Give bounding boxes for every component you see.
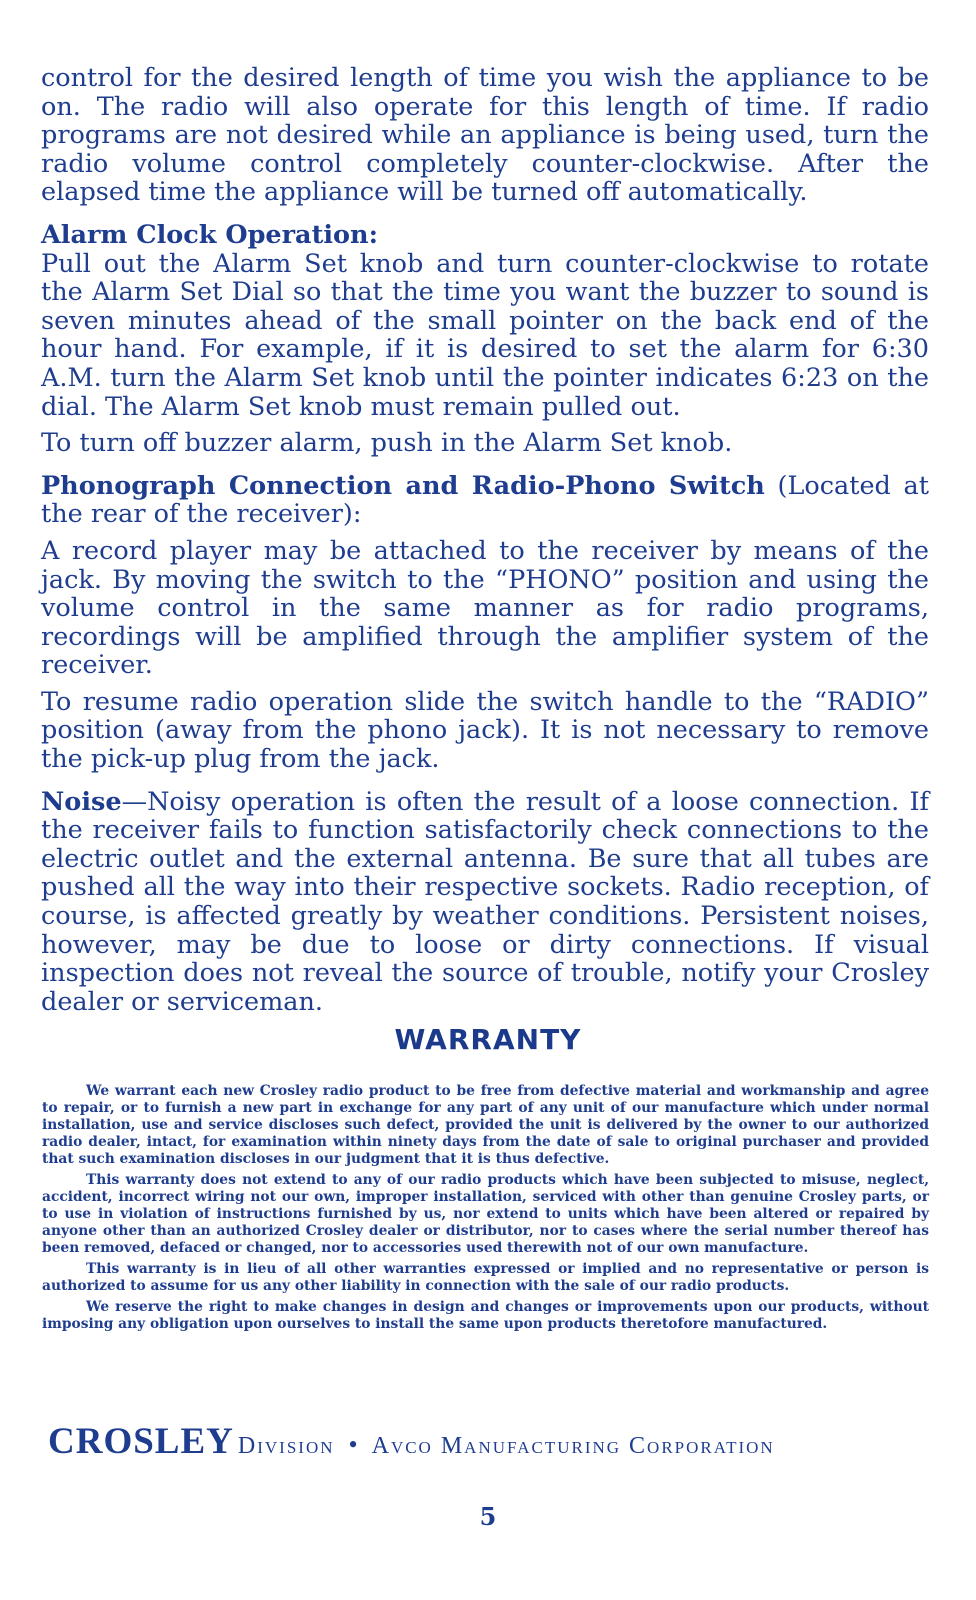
separator-dot: • bbox=[348, 1430, 358, 1459]
phono-heading-note: (Located at the rear of the receiver): bbox=[41, 470, 930, 530]
warranty-paragraph: This warranty is in lieu of all other warranties expressed or implied and no representative or person is authorized to assume for us any other liability in connection with the sale of our radio products. bbox=[42, 1261, 929, 1294]
crosley-brand: CROSLEY bbox=[48, 1421, 234, 1462]
alarm-heading: Alarm Clock Operation: bbox=[41, 219, 379, 250]
phono-paragraph: A record player may be attached to the receiver by means of the jack. By moving the switch to the “PHONO” position and using the volume control in the same manner as for radio programs, recordings will be amplified through the amplifier system of the receiver. bbox=[41, 535, 929, 681]
phono-resume-paragraph: To resume radio operation slide the switch handle to the “RADIO” position (away from the phono jack). It is not necessary to remove the pick-up plug from the jack. bbox=[41, 686, 929, 775]
intro-paragraph: control for the desired length of time you wish the appliance to be on. The radio will also operate for this length of time. If radio programs are not desired while an appliance is being used, turn the radio volume control completely counter-clockwise. After the elapsed time the appliance will be turned off automatically. bbox=[41, 63, 929, 208]
warranty-title: WARRANTY bbox=[394, 1023, 582, 1056]
alarm-paragraph: Pull out the Alarm Set knob and turn counter-clockwise to rotate the Alarm Set Dial so that the time you want the buzzer to sound is seven minutes ahead of the small pointer on the back end of the hour hand. For example, if it is desired to set the alarm for 6:30 A.M. turn the Alarm Set knob until the pointer indicates 6:23 on the dial. The Alarm Set knob must remain pulled out. bbox=[41, 248, 929, 422]
warranty-paragraph: We warrant each new Crosley radio product to be free from defective material and workmanship and agree to repair, or to furnish a new part in exchange for any part of any unit of our manufacture which under normal installation, use and service discloses such defect, provided the unit is delivered by the owner to our authorized radio dealer, intact, for examination within ninety days from the date of sale to original purchaser and provided that such examination discloses in our judgment that it is thus defective. bbox=[42, 1083, 929, 1167]
division-label: Division bbox=[237, 1433, 335, 1459]
corporation-name: Avco Manufacturing Corporation bbox=[371, 1433, 775, 1459]
noise-heading: Noise bbox=[41, 786, 122, 817]
company-footer bbox=[48, 1420, 928, 1463]
page-number: 5 bbox=[479, 1502, 497, 1531]
phono-heading: Phonograph Connection and Radio-Phono Switch bbox=[41, 470, 765, 501]
instructions-body bbox=[41, 64, 929, 1016]
warranty-text bbox=[42, 1083, 929, 1337]
warranty-paragraph: We reserve the right to make changes in design and changes or improvements upon our products, without imposing any obligation upon ourselves to install the same upon products theretofore manufactured. bbox=[42, 1299, 929, 1332]
warranty-paragraph: This warranty does not extend to any of our radio products which have been subjected to misuse, neglect, accident, incorrect wiring not our own, improper installation, serviced with other than genuine Crosley parts, or to use in violation of instructions furnished by us, nor extend to units which have been altered or repaired by anyone other than an authorized Crosley dealer or distributor, nor to cases where the serial number thereof has been removed, defaced or changed, nor to accessories used therewith not of our own manufacture. bbox=[42, 1172, 929, 1256]
noise-paragraph bbox=[41, 788, 929, 1017]
alarm-off-paragraph: To turn off buzzer alarm, push in the Alarm Set knob. bbox=[41, 428, 733, 459]
noise-text: —Noisy operation is often the result of a loose connection. If the receiver fails to function satisfactorily check connections to the electric outlet and the external antenna. Be sure that all tubes are pushed all the way into their respective sockets. Radio reception, of course, is affected greatly by weather conditions. Persistent noises, however, may be due to loose or dirty connections. If visual inspection does not reveal the source of trouble, notify your Crosley dealer or serviceman. bbox=[41, 786, 929, 1017]
phono-heading-line bbox=[41, 472, 929, 529]
